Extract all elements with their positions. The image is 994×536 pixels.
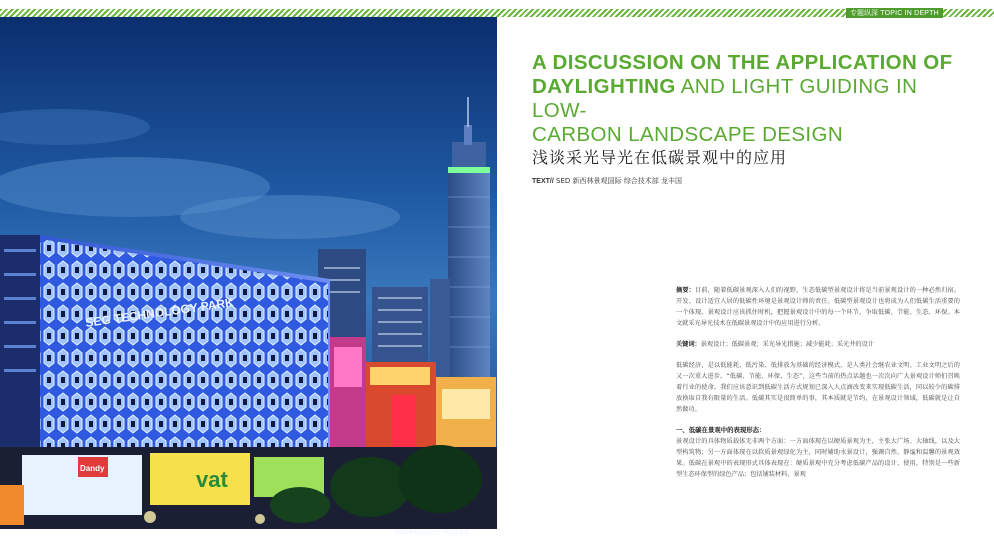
- shop-sign-dandy: Dandy: [80, 464, 105, 473]
- section1-paragraph: 景观设计的具体物质载体无非两个方面：一方面体现在以硬质景观为主，主张大广场、大轴线，以及大型构筑物；另一方面体现在以软质景观绿化为主，同时辅助水景设计，强调自然、静谧和温馨的景观效果。低碳在景观中的表现形式具体表现在：硬质景观中充分考虑低碳产品的设计、使用，特别是一些新型生态环保型的绿色产品；包括铺装材料、景观: [676, 438, 960, 478]
- shop-sign-vat: vat: [196, 467, 228, 492]
- abstract-paragraph: [676, 285, 960, 329]
- article-title-en: [532, 51, 972, 147]
- section1-heading: 一、低碳在景观中的表现形态：: [676, 426, 766, 434]
- title-en-line3: CARBON LANDSCAPE DESIGN: [532, 123, 844, 146]
- article-body: [676, 285, 960, 480]
- intro-paragraph: 低碳经济，是以低能耗、低污染、低排放为基础的经济模式，是人类社会继农业文明、工业文明之后的又一次重大进步。“低碳、节能、环保、生态”，这些当前的热点话题也一次次向广大景观设计师们召唤着行业的使命。我们应该意识到低碳生活方式规划已深入人点滴改变来实现低碳生活，同以较少的碳排放换取自我有限量的生活。低碳其实是很简单的事，其本质就是节约，在景观设计领域，低碳就是让自然做功。: [676, 362, 960, 413]
- keywords-label: 关键词：: [676, 341, 701, 348]
- byline-label: TEXT//: [532, 178, 554, 185]
- abstract-label: 摘要：: [676, 287, 695, 294]
- photo-caption: 深圳赛格科技园电子广场夜景实景: [394, 530, 470, 536]
- section-label-en: TOPIC IN DEPTH: [880, 10, 939, 17]
- byline-text: SED 新西林景观国际 综合技术部 龙丰国: [553, 177, 682, 185]
- header-hatch-band: [0, 9, 994, 17]
- title-en-line2-light: AND LIGHT GUIDING IN LOW-: [532, 75, 918, 122]
- title-en-line1: A DISCUSSION ON THE APPLICATION OF: [532, 51, 953, 74]
- article-title-zh: 浅谈采光导光在低碳景观中的应用: [532, 148, 788, 167]
- section-label: [846, 8, 943, 18]
- building-sign-text: SEG TECHNOLOGY PARK: [84, 295, 235, 330]
- night-city-photo: [0, 17, 497, 536]
- section-label-zh: 专题纵深: [850, 9, 878, 17]
- keywords-paragraph: [676, 339, 960, 350]
- byline: [532, 176, 682, 186]
- title-en-line2-bold: DAYLIGHTING: [532, 75, 676, 98]
- keywords-text: 景观设计；低碳景观；采光导光措施；减少能耗；采光井的设计: [700, 341, 874, 348]
- abstract-text: 目前，随着低碳景观深入人们的视野，生态低碳型景观设计将是当前景观设计的一种必然归宿。开发、设计适宜人居的低碳性环境是景观设计师的责任。低碳型景观设计也将成为人们低碳生活重要的一个体现。景观设计应该抓住时机，把握景观设计中的每一个环节，争取低碳、节能、生态、环保。本文就采光导光技术在低碳景观设计中的应用进行分析。: [676, 287, 961, 327]
